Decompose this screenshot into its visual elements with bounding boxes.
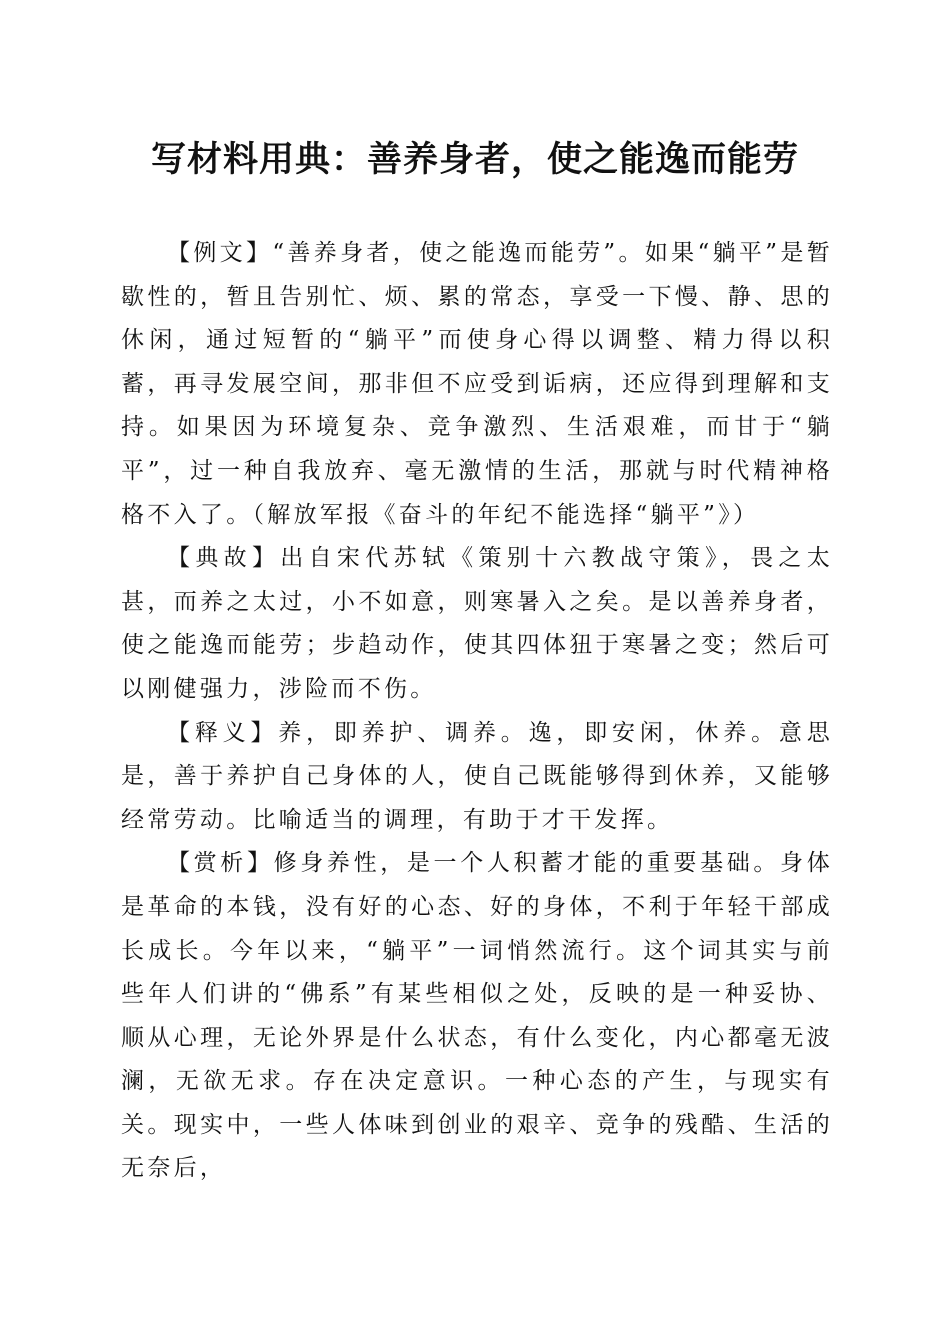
document-body bbox=[121, 232, 833, 1191]
paragraph-example: 【例文】“善养身者，使之能逸而能劳”。如果“躺平”是暂歇性的，暂且告别忙、烦、累的常态，享受一下慢、静、思的休闲，通过短暂的“躺平”而使身心得以调整、精力得以积蓄，再寻发展空间，那非但不应受到诟病，还应得到理解和支持。如果因为环境复杂、竞争激烈、生活艰难，而甘于“躺平”，过一种自我放弃、毫无激情的生活，那就与时代精神格格不入了。（解放军报《奋斗的年纪不能选择“躺平”》） bbox=[121, 240, 833, 528]
paragraph-meaning: 【释义】养，即养护、调养。逸，即安闲，休养。意思是，善于养护自己身体的人，使自己既能够得到休养，又能够经常劳动。比喻适当的调理，有助于才干发挥。 bbox=[121, 719, 833, 833]
document-title: 写材料用典：善养身者，使之能逸而能劳 bbox=[150, 139, 799, 180]
paragraph-allusion: 【典故】出自宋代苏轼《策别十六教战守策》，畏之太甚，而养之太过，小不如意，则寒暑入之矣。是以善养身者，使之能逸而能劳；步趋动作，使其四体狃于寒暑之变；然后可以刚健强力，涉险而不伤。 bbox=[121, 545, 833, 702]
paragraph-appreciation: 【赏析】修身养性，是一个人积蓄才能的重要基础。身体是革命的本钱，没有好的心态、好的身体，不利于年轻干部成长成长。今年以来，“躺平”一词悄然流行。这个词其实与前些年人们讲的“佛系”有某些相似之处，反映的是一种妥协、顺从心理，无论外界是什么状态，有什么变化，内心都毫无波澜，无欲无求。存在决定意识。一种心态的产生，与现实有关。现实中，一些人体味到创业的艰辛、竞争的残酷、生活的无奈后， bbox=[121, 850, 833, 1182]
